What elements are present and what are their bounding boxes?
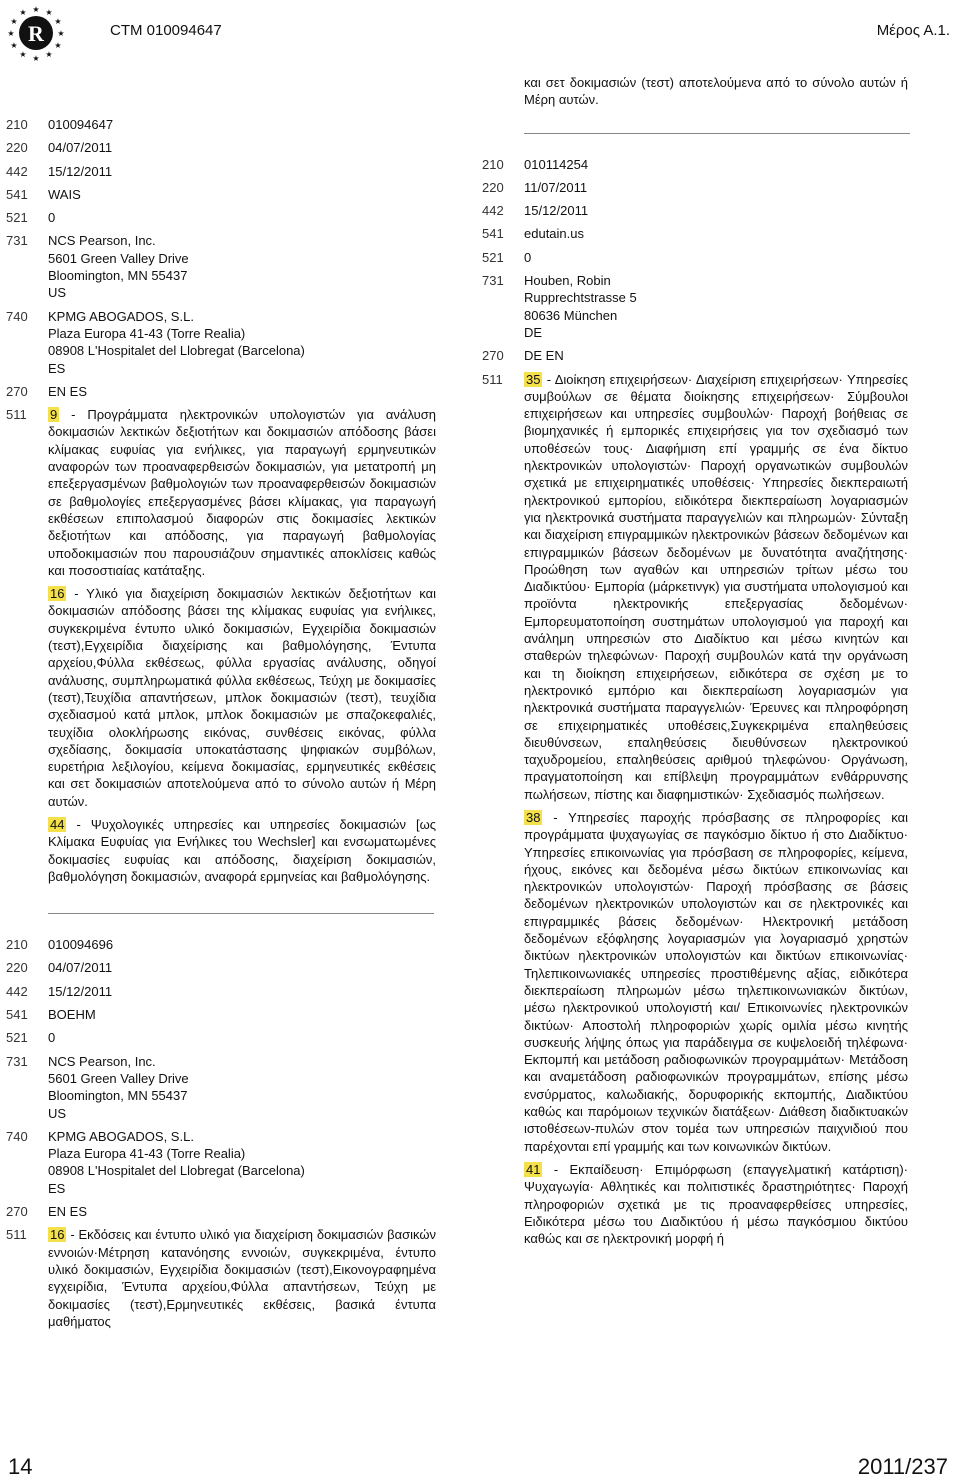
- nice-class-text: - Υλικό για διαχείριση δοκιμασιών λεκτικών δεξιοτήτων και δοκιμασιών απόδοσης βάσει της κλίμακας ευφυίας για ενήλικες, συγκεκριμένα έντυπο υλικό δοκιμασιών, Εγχειρίδια δοκιμασιών (τεστ),Εγχειρίδια διαχείρισης και βαθμολόγησης, Έντυπα αρχείου,Φύλλα εκθέσεως, φύλλα εργασίας ανάλυσης, οδηγοί ανάλυσης, συμπληρωματικά φύλλα εκθέσεως, Τεύχη με δοκιμασίες (τεστ),Τευχίδια απαντήσεων, μπλοκ δοκιμασιών (τεστ), τευχίδια σχεδιασμού κατά μπλοκ, μπλοκ δοκιμασιών με σπαζοκεφαλιές, τευχίδια ολοκλήρωσης εικόνας, συνθέσεις εικόνας, φύλλα σχεδίασης, δοκιμασία υποκατάστασης ψηφιακών συμβόλων, ευρετήρια λεξιλογίου, κείμενα δοκιμασίας, ερμηνευτικές εκθέσεις και σετ δοκιμασιών αποτελούμενα από το σύνολο αυτών ή Μέρη αυτών.: [48, 586, 436, 809]
- goods-services-row: [6, 406, 436, 891]
- field-code: 731: [6, 1053, 28, 1069]
- field-row-210: [6, 116, 436, 133]
- field-code: 511: [482, 371, 503, 387]
- field-value: 15/12/2011: [48, 983, 113, 999]
- field-code: 442: [482, 203, 504, 219]
- svg-text:★: ★: [10, 41, 18, 50]
- field-row-220: [6, 959, 436, 976]
- field-code: 740: [6, 1128, 28, 1144]
- field-row-731: [482, 272, 908, 341]
- field-code: 511: [6, 1227, 27, 1243]
- field-code: 521: [6, 1030, 28, 1046]
- svg-text:★: ★: [45, 8, 53, 17]
- left-column: [6, 116, 436, 1342]
- field-row-270: [6, 1203, 436, 1220]
- trademark-entry: [6, 116, 436, 891]
- field-code: 220: [6, 960, 28, 976]
- nice-class-text: - Εκπαίδευση· Επιμόρφωση (επαγγελματική κατάρτιση)· Ψυχαγωγία· Αθλητικές και πολιτιστικές δραστηριότητες· Παροχή πληροφοριών σχετικά με τις προαναφερθείσες υπηρεσίες, Ειδικότερα μέσω του Διαδικτύου ή μέσω παγκόσμιου δικτύου καθώς και σε ηλεκτρονική μορφή ή: [524, 1161, 908, 1247]
- nice-class-number: 16: [50, 586, 65, 602]
- goods-services-list: [48, 1226, 436, 1336]
- field-row-731: [6, 232, 436, 301]
- field-value: 11/07/2011: [524, 179, 588, 195]
- field-row-270: [482, 347, 908, 364]
- field-value: 15/12/2011: [524, 203, 589, 219]
- field-code: 731: [6, 233, 28, 249]
- nice-class-number: 16: [50, 1227, 65, 1243]
- field-row-220: [6, 139, 436, 156]
- field-code: 442: [6, 983, 28, 999]
- field-code: 511: [6, 407, 27, 423]
- field-row-220: [482, 179, 908, 196]
- field-code: 220: [482, 179, 504, 195]
- entry-separator: [48, 913, 434, 914]
- field-row-521: [6, 209, 436, 226]
- field-value: EN ES: [48, 383, 88, 399]
- nice-class-number: 35: [526, 371, 541, 387]
- nice-class-number: 38: [526, 809, 541, 825]
- nice-class-paragraph: [48, 406, 436, 579]
- field-value: BOEHM: [48, 1007, 96, 1023]
- goods-services-list: [48, 406, 436, 891]
- nice-class-paragraph: [524, 371, 908, 803]
- field-row-442: [482, 202, 908, 219]
- field-value: EN ES: [48, 1204, 88, 1220]
- page-number: 14: [8, 1454, 33, 1479]
- right-column: [482, 74, 908, 1259]
- field-code: 270: [6, 383, 28, 399]
- continued-text: και σετ δοκιμασιών (τεστ) αποτελούμενα από το σύνολο αυτών ή Μέρη αυτών.: [524, 75, 908, 108]
- svg-text:★: ★: [19, 50, 27, 59]
- field-value: 0: [524, 249, 532, 265]
- trademark-entry: [482, 156, 908, 1254]
- nice-class-text: - Υπηρεσίες παροχής πρόσβασης σε πληροφορίες και προγράμματα ψυχαγωγίας σε παγκόσμιο δίκτυο ή στο Διαδίκτυο· Υπηρεσίες επικοινωνίας για πρόσβαση σε πληροφορίες, κείμενα, ήχους, εικόνες και δεδομένα μέσω δικτύων επικοινωνίας και ηλεκτρονικών υπολογιστών· Παροχή πρόσβασης σε βάσεις δεδομένων ηλεκτρονικών υπολογιστών και σε ηλεκτρονικές και επιγραμμικές βάσεις δεδομένων· Ηλεκτρονική μετάδοση δεδομένων εξόφλησης λογαριασμών για λογαριασμό χρηστών δικτύων ηλεκτρονικών υπολογιστών και δικτύων επικοινωνίας· Τηλεπικοινωνιακές υπηρεσίες προστιθέμενης αξίας, ειδικότερα διεκπεραίωση πληρωμών μέσω τηλεπικοινωνιακών δικτύων, μέσω ηλεκτρονικού υπολογιστή και/ Επικοινωνίες ηλεκτρονικών δικτύων· Αποστολή πληροφοριών χωρίς ομιλία μέσω κινητής συσκευής λήψης όπως για παράδειγμα σε κυψελοειδή τηλέφωνα· Εκπομπή και μετάδοση ραδιοφωνικών προγραμμάτων· Μετάδοση και αναμετάδοση ραδιοφωνικών προγραμμάτων, επίσης μέσω ενσύρματος, καλωδιακής, δορυφορικής εκπομπής, Διαδικτύου καθώς και παρόμοιων τεχνικών διατάξεων· Διάθεση διαδικτυακών ιστοθέσεων-πυλών στον τομέα των υπηρεσιών παιχνιδιού που παρέχονται επί γραμμής και των κοινωνικών δικτύων.: [524, 809, 908, 1154]
- svg-text:R: R: [28, 21, 44, 46]
- nice-class-number: 44: [50, 816, 65, 832]
- field-value: KPMG ABOGADOS, S.L. Plaza Europa 41-43 (Torre Realia) 08908 L'Hospitalet del Llobregat (Barcelona) ES: [48, 1128, 305, 1196]
- field-value: KPMG ABOGADOS, S.L. Plaza Europa 41-43 (Torre Realia) 08908 L'Hospitalet del Llobregat (Barcelona) ES: [48, 308, 305, 376]
- svg-text:★: ★: [19, 8, 27, 17]
- issue-number: 2011/237: [857, 1454, 948, 1479]
- nice-class-paragraph: [48, 585, 436, 810]
- field-row-541: [482, 225, 908, 242]
- field-code: 210: [6, 117, 28, 132]
- field-code: 220: [6, 140, 28, 156]
- field-row-541: [6, 1006, 436, 1023]
- field-value: DE EN: [524, 348, 564, 364]
- field-code: 521: [482, 249, 504, 265]
- field-value: 15/12/2011: [48, 163, 113, 179]
- header-part-label: Μέρος Α.1.: [876, 22, 950, 39]
- field-row-442: [6, 163, 436, 180]
- field-row-210: [6, 936, 436, 953]
- field-code: 210: [482, 156, 504, 172]
- field-row-521: [482, 249, 908, 266]
- field-row-541: [6, 186, 436, 203]
- page-header: [0, 0, 960, 66]
- goods-services-row: [482, 371, 908, 1254]
- nice-class-paragraph: [48, 1226, 436, 1330]
- field-code: 270: [6, 1204, 28, 1220]
- field-code: 541: [482, 226, 504, 242]
- field-code: 521: [6, 210, 28, 226]
- field-code: 731: [482, 273, 504, 289]
- field-code: 442: [6, 163, 28, 179]
- field-value: 04/07/2011: [48, 140, 113, 156]
- field-row-521: [6, 1029, 436, 1046]
- nice-class-paragraph: [524, 1161, 908, 1247]
- goods-services-list: [524, 371, 908, 1254]
- svg-text:★: ★: [54, 17, 62, 26]
- svg-text:★: ★: [7, 29, 15, 38]
- field-code: 541: [6, 186, 28, 202]
- field-code: 270: [482, 348, 504, 364]
- eu-emblem-icon: [6, 3, 66, 63]
- field-row-270: [6, 383, 436, 400]
- nice-class-number: 41: [526, 1161, 541, 1177]
- field-code: 541: [6, 1007, 28, 1023]
- field-value: edutain.us: [524, 226, 584, 242]
- svg-text:★: ★: [45, 50, 53, 59]
- header-ctm-number: CTM 010094647: [110, 22, 222, 39]
- field-code: 210: [6, 937, 28, 953]
- field-row-740: [6, 308, 436, 377]
- nice-class-text: - Ψυχολογικές υπηρεσίες και υπηρεσίες δοκιμασιών [ως Κλίμακα Ευφυίας για Ενήλικες του Wechsler] και ενσωματωμένες δοκιμασίες ευφυίας και απόδοσης, διαχείριση δοκιμασιών, βαθμολόγηση δοκιμασιών, αναφορά ερμηνείας και βαθμολόγησης.: [48, 816, 436, 884]
- nice-class-text: - Προγράμματα ηλεκτρονικών υπολογιστών για ανάλυση δοκιμασιών λεκτικών δεξιοτήτων και δοκιμασιών απόδοσης βάσει κλίμακας ευφυίας για ενήλικες, για παραγωγή ερμηνευτικών αναφορών των προαναφερθεισών δοκιμασιών, για μετατροπή μη επεξεργασμένων βαθμολογιών των προαναφερθεισών δοκιμασιών σε βαθμολογίες επεξεργασμένες βάσει κλίμακας, για παραγωγή εκθέσεων επιπολασμού διαφορών στις δοκιμασίες λεκτικών δεξιοτήτων και απόδοσης, για παραγωγή βαθμολογίας υποδοκιμασιών που παρουσιάζουν σημαντικές αποκλίσεις καθώς και ποσοστιαίας κατάταξης.: [48, 407, 436, 578]
- field-row-731: [6, 1053, 436, 1122]
- nice-class-paragraph: [48, 816, 436, 885]
- nice-class-text: - Διοίκηση επιχειρήσεων· Διαχείριση επιχειρήσεων· Υπηρεσίες συμβούλων σε θέματα διοίκησης επιχειρήσεων· Σύμβουλοι επιχειρήσεων και υπηρεσίες συμβουλών· Παροχή βοήθειας σε βιομηχανικές ή εμπορικές επιχειρήσεις για τον σχεδιασμό των υποθέσεών τους· Διαφήμιση επί γραμμής σε ένα δίκτυο ηλεκτρονικών υπολογιστών· Παροχή οργανωτικών συμβουλών σχετικά με επιχειρηματικές υποθέσεις· Υπηρεσίες διεκπεραιωτή ηλεκτρονικού εμπορίου, ειδικότερα διεκπεραίωση λογαριασμών για ηλεκτρονικά συστήματα παραγγελιών και πληρωμών· Σύνταξη και διαχείριση επιγραμμικών ηλεκτρονικών βάσεων δεδομένων και επιγραμμικών βάσεων δεδομένων με δυνατότητα αναζήτησης· Προώθηση των αγαθών και υπηρεσιών τρίτων μέσω του Διαδικτύου· Εμπορία (μάρκετινγκ) για συστήματα υπολογισμού και προϊόντα ηλεκτρονικής επεξεργασίας δεδομένων· Εμπορευματοποίηση συστημάτων υπολογισμού για παροχή και ανάλημη υπηρεσιών στο Διαδίκτυο και μέσω κινητών και σταθερών τηλεφώνων· Παροχή συμβουλών κατά την οργάνωση και τη διοίκηση επιχειρήσεων, ειδικότερα σε σχέση με το ηλεκτρονικό εμπόριο και διεκπεραίωση λογαριασμών για ηλεκτρονικά συστήματα παραγγελιών· Έρευνες και πληροφόρηση σε επιχειρηματικές υποθέσεις,Συγκεκριμένα επαληθεύσεις διευθύνσεων, επαληθεύσεις διευθύνσεων ηλεκτρονικού ταχυδρομείου, επαληθεύσεις αριθμού τηλεφώνου· Οργάνωση, πραγματοποίηση και επίβλεψη προγραμμάτων ενθάρρυνσης πωλήσεων, πίστης και διαφημιστικών· Σχεδιασμός πωλήσεων.: [524, 371, 908, 802]
- field-value: 010094696: [48, 937, 114, 953]
- field-value: NCS Pearson, Inc. 5601 Green Valley Drive Bloomington, MN 55437 US: [48, 1053, 189, 1121]
- field-value: 04/07/2011: [48, 960, 113, 976]
- svg-text:★: ★: [32, 5, 40, 14]
- field-value: 0: [48, 1030, 56, 1046]
- nice-class-number: 9: [50, 407, 58, 423]
- field-value: 0: [48, 210, 56, 226]
- field-row-740: [6, 1128, 436, 1197]
- svg-text:★: ★: [57, 29, 65, 38]
- trademark-entry: [6, 936, 436, 1336]
- field-code: 740: [6, 308, 28, 324]
- field-row-442: [6, 983, 436, 1000]
- nice-class-paragraph: [524, 809, 908, 1155]
- field-value: WAIS: [48, 186, 81, 202]
- field-value: 010114254: [524, 156, 589, 172]
- svg-text:★: ★: [54, 41, 62, 50]
- goods-services-row: [6, 1226, 436, 1336]
- field-row-210: [482, 156, 908, 173]
- field-value: 010094647: [48, 117, 114, 132]
- svg-text:★: ★: [10, 17, 18, 26]
- svg-text:★: ★: [32, 54, 40, 63]
- nice-class-text: - Εκδόσεις και έντυπο υλικό για διαχείριση δοκιμασιών βασικών εννοιών·Μέτρηση κατανόησης εννοιών, συγκεκριμένα, έντυπο υλικό δοκιμασιών, Εγχειρίδια δοκιμασιών (τεστ),Εικονογραφημένα εγχειρίδια, Έντυπα αρχείου,Φύλλα απαντήσεων, Τεύχη με δοκιμασίες (τεστ),Ερμηνευτικές εκθέσεις, βασικά έντυπα μαθήματος: [48, 1227, 436, 1329]
- field-value: Houben, Robin Rupprechtstrasse 5 80636 München DE: [524, 273, 637, 340]
- entry-separator: [524, 133, 910, 134]
- field-value: NCS Pearson, Inc. 5601 Green Valley Drive Bloomington, MN 55437 US: [48, 233, 189, 301]
